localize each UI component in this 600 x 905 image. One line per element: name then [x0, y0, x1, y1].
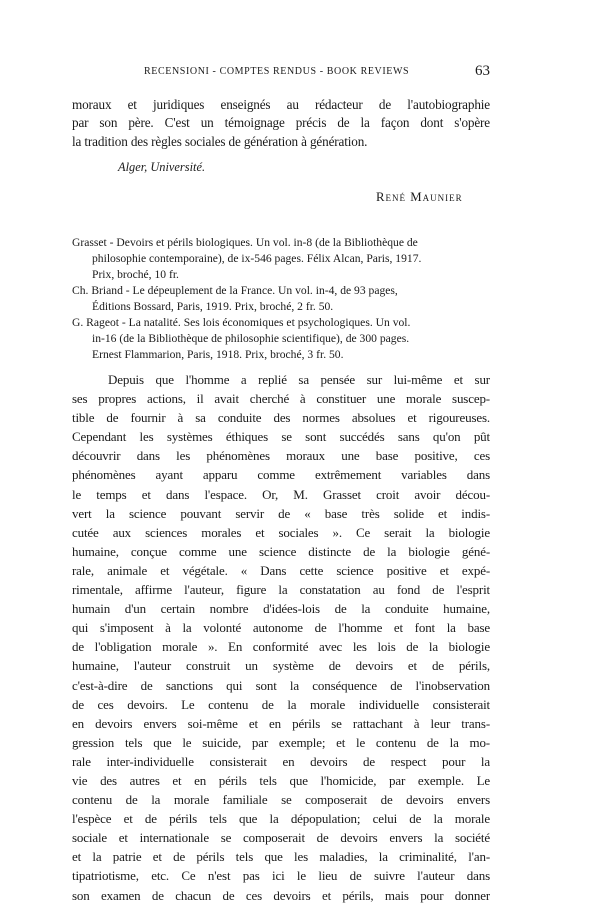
text-line: vert la science pouvant servir de « base très solide et indis- [72, 505, 490, 521]
text-line: sociale et internationale se composerait de devoirs envers la société [72, 830, 490, 846]
text-line: en devoirs envers soi-même et en périls se rattachant à leur trans- [72, 715, 490, 731]
text-line: l'espèce et de périls tels que la dépopulation; celui de la morale [72, 811, 490, 827]
text-line: le temps et dans l'espace. Or, M. Grasset croit avoir décou- [72, 486, 490, 502]
bibliography-entry [72, 315, 502, 363]
text-line: par son père. C'est un témoignage précis de la façon dont s'opère [72, 115, 490, 131]
text-line: gression tels que le suicide, par exemple; et le contenu de la mo- [72, 734, 490, 750]
biblio-line: philosophie contemporaine), de ix-546 pages. Félix Alcan, Paris, 1917. [92, 252, 422, 265]
bibliography [72, 235, 502, 363]
text-line: tipatriotisme, etc. Ce n'est pas ici le lieu de suivre l'auteur dans [72, 868, 490, 884]
text-line: découvrir dans les phénomènes moraux une base positive, ces [72, 448, 490, 464]
text-line: Depuis que l'homme a replié sa pensée sur lui-même et sur [108, 372, 490, 387]
text-line: moraux et juridiques enseignés au rédacteur de l'autobiographie [72, 97, 490, 112]
running-header [72, 66, 490, 77]
text-line: la tradition des règles sociales de génération à génération. [72, 133, 368, 149]
intro-paragraph [72, 96, 490, 151]
bibliography-entry [72, 283, 502, 315]
author-signature: René Maunier [376, 190, 463, 204]
text-line: de l'obligation morale ». En conformité avec les lois de la biologie [72, 639, 490, 655]
signoff-place: Alger, Université. [118, 160, 206, 174]
biblio-line: Ch. Briand - Le dépeuplement de la France. Un vol. in-4, de 93 pages, [72, 284, 398, 297]
text-line: de ces devoirs. Le contenu de la morale individuelle consisterait [72, 696, 490, 712]
text-line: tible de fournir à sa conduite des normes absolues et rigoureuses. [72, 410, 490, 426]
text-line: humaine, l'auteur construit un système de devoirs et de périls, [72, 658, 490, 674]
biblio-line: Ernest Flammarion, Paris, 1918. Prix, broché, 3 fr. 50. [92, 348, 344, 361]
text-line: humain d'un certain nombre d'idées-lois de la conduite humaine, [72, 601, 490, 617]
text-line: c'est-à-dire de sanctions qui sont la conséquence de l'inobservation [72, 677, 490, 693]
biblio-line: Éditions Bossard, Paris, 1919. Prix, broché, 2 fr. 50. [92, 300, 334, 313]
text-line: rale inter-individuelle consisterait en devoirs de respect pour la [72, 753, 490, 769]
text-line: rimentale, affirme l'auteur, figure la constatation au fond de l'esprit [72, 582, 490, 598]
text-line: humaine, conçue comme une science distincte de la biologie géné- [72, 543, 490, 559]
bibliography-entry [72, 235, 502, 283]
text-line: cutée aux sciences morales et sociales ». Ce serait la biologie [72, 524, 490, 540]
running-title: RECENSIONI - COMPTES RENDUS - BOOK REVIEWS [144, 66, 410, 77]
text-line: phénomènes ayant apparu comme extrêmement variables dans [72, 467, 490, 483]
biblio-line: in-16 (de la Bibliothèque de philosophie scientifique), de 300 pages. [92, 332, 410, 345]
review-body [72, 370, 490, 905]
text-line: et la patrie et de périls tels que les maladies, la criminalité, l'an- [72, 849, 490, 865]
biblio-line: Grasset - Devoirs et périls biologiques. Un vol. in-8 (de la Bibliothèque de [72, 236, 418, 249]
biblio-line: G. Rageot - La natalité. Ses lois économiques et psychologiques. Un vol. [72, 316, 411, 329]
text-line: qui s'imposent à la volonté autonome de l'homme et font la base [72, 620, 490, 636]
text-line: vie des autres et en périls tels que l'homicide, par exemple. Le [72, 772, 490, 788]
text-line: ses propres actions, il avait cherché à constituer une morale suscep- [72, 391, 490, 407]
biblio-line: Prix, broché, 10 fr. [92, 268, 179, 281]
text-line: son examen de chacun de ces devoirs et périls, mais pour donner [72, 887, 490, 903]
text-line: Cependant les systèmes éthiques se sont succédés sans qu'on pût [72, 429, 490, 445]
text-line: rale, animale et végétale. « Dans cette science positive et expé- [72, 562, 490, 578]
page-number: 63 [475, 63, 490, 79]
text-line: contenu de la morale familiale se composerait de devoirs envers [72, 792, 490, 808]
